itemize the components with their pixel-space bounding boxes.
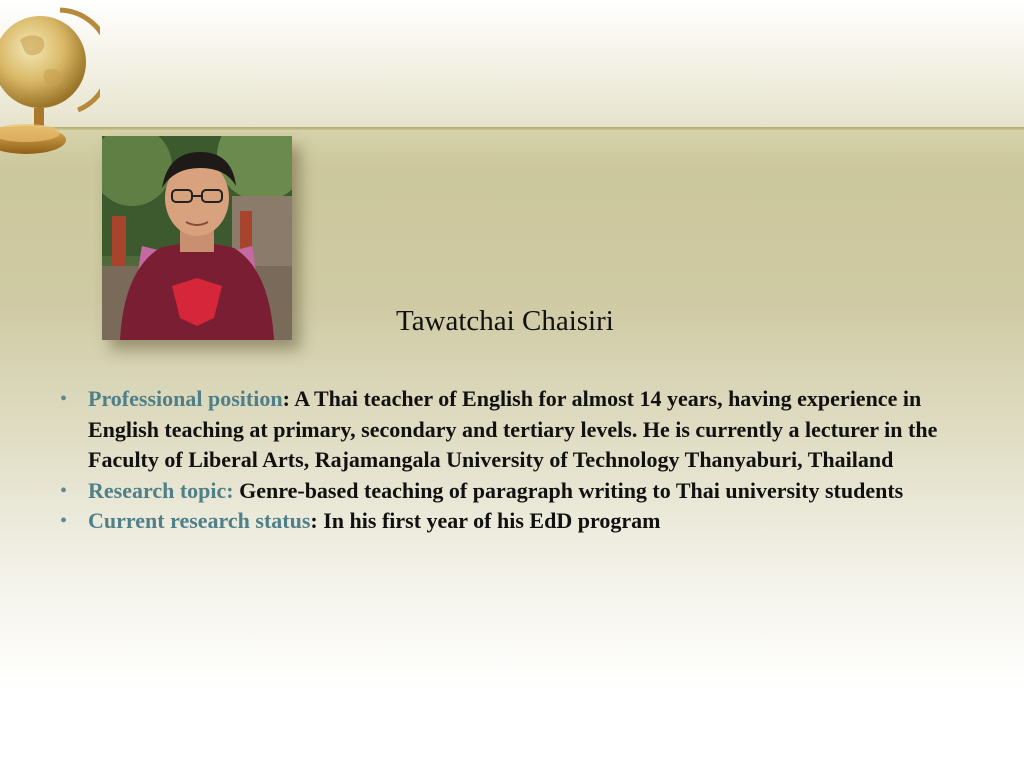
bullet-text: In his first year of his EdD program	[323, 508, 661, 533]
bullet-text: Genre-based teaching of paragraph writing to Thai university students	[239, 477, 904, 503]
list-item	[60, 506, 960, 537]
bullet-label: Professional position	[88, 386, 283, 411]
bullet-icon: •	[60, 388, 68, 410]
bullet-icon: •	[60, 510, 68, 532]
bullet-label: Research topic:	[88, 477, 234, 503]
info-list	[60, 384, 960, 537]
portrait-photo	[102, 136, 292, 340]
bullet-label: Current research status	[88, 508, 311, 533]
person-name: Tawatchai Chaisiri	[396, 305, 614, 337]
list-item	[60, 476, 960, 507]
header-band	[0, 0, 1024, 128]
bullet-separator: :	[310, 508, 324, 533]
bullet-text: A Thai teacher of English for almost 14 years, having experience in English teaching at primary, secondary and tertiary levels. He is currently a lecturer in the Faculty of Liberal Arts, Rajamangala University of Technology Thanyaburi, Thailand	[88, 386, 938, 472]
header-divider	[0, 127, 1024, 130]
bullet-icon: •	[60, 479, 68, 502]
globe-icon	[0, 0, 100, 170]
list-item	[60, 384, 960, 476]
bullet-separator: :	[282, 386, 295, 411]
